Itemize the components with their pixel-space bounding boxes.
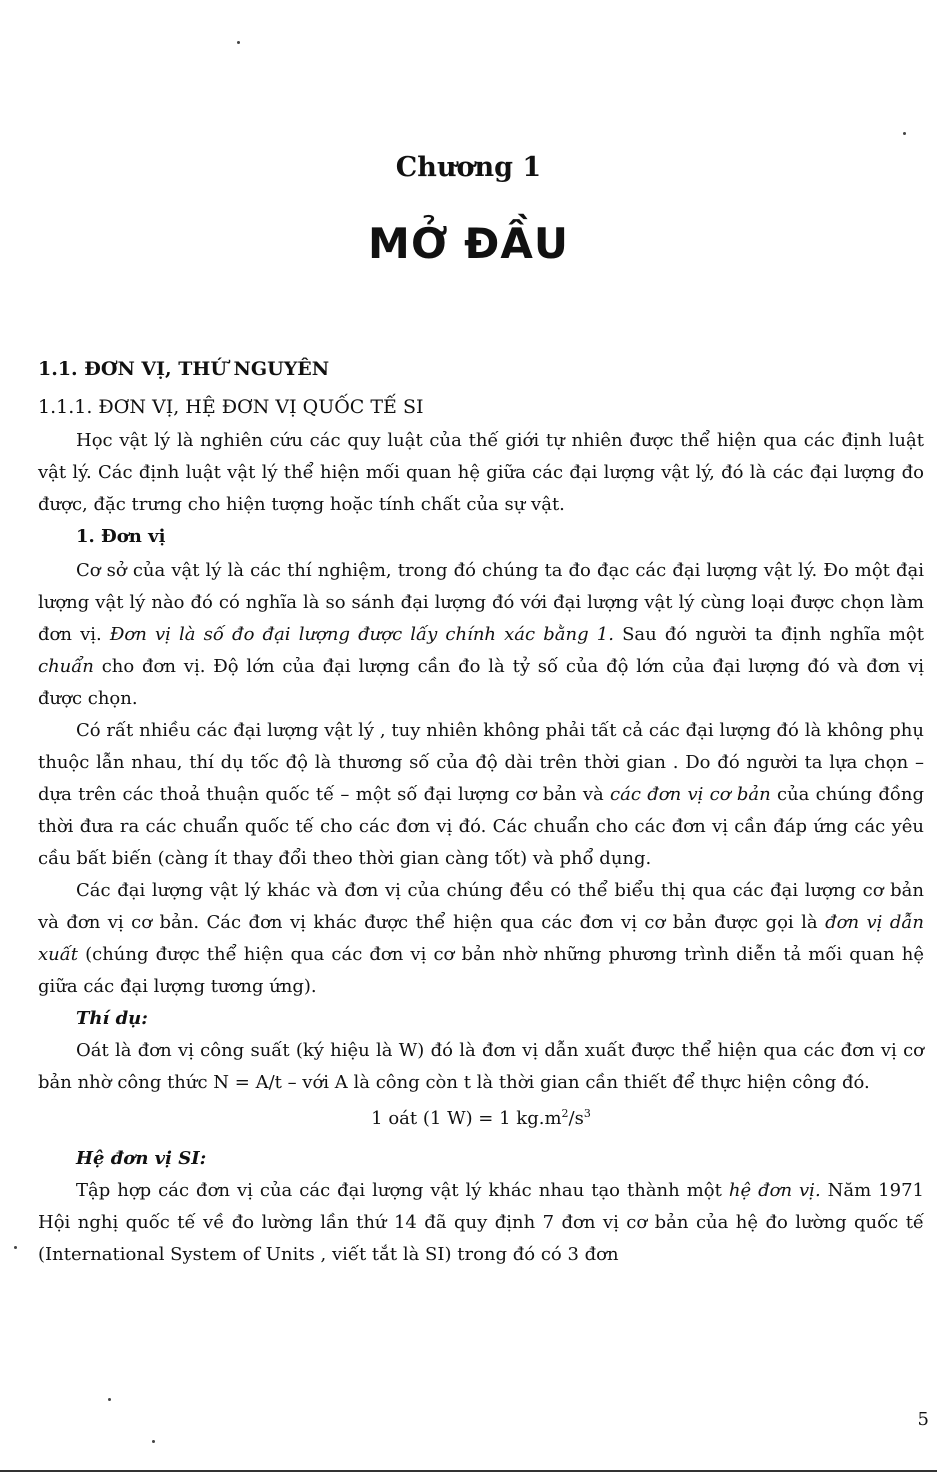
- text-run: Các đại lượng vật lý khác và đơn vị của chúng đều có thể biểu thị qua các đại lượng cơ bản và đơn vị cơ bản. Các đơn vị khác được thể hiện qua các đơn vị cơ bản được gọi là: [38, 880, 924, 933]
- text-run: của chúng đồng thời đưa ra các chuẩn quốc tế cho các đơn vị đó. Các chuẩn cho các đơn vị cần đáp ứng các yêu cầu bất biến (càng ít thay đổi theo thời gian càng tốt) và phổ dụng.: [38, 784, 924, 869]
- section-heading: 1.1. ĐƠN VỊ, THỨ NGUYÊN: [38, 358, 330, 380]
- text-run: Sau đó người ta định nghĩa một: [613, 624, 924, 645]
- text-run: Có rất nhiều các đại lượng vật lý , tuy nhiên không phải tất cả các đại lượng đó là không phụ thuộc lẫn nhau, thí dụ tốc độ là thương số của độ dài trên thời gian . Do đó người ta lựa chọn – dựa trên các thoả thuận quốc tế – một số đại lượng cơ bản và: [38, 720, 924, 805]
- scan-speck: [237, 41, 240, 44]
- formula-text: 1 oát (1 W) = 1 kg.m: [371, 1108, 562, 1129]
- chapter-label: Chương 1: [395, 152, 542, 183]
- text-run: Tập hợp các đơn vị của các đại lượng vật lý khác nhau tạo thành một: [76, 1180, 729, 1201]
- intro-paragraph: Học vật lý là nghiên cứu các quy luật của thế giới tự nhiên được thể hiện qua các định luật vật lý. Các định luật vật lý thể hiện mối quan hệ giữa các đại lượng vật lý, đó là các đại lượng đo được, đặc trưng cho hiện tượng hoặc tính chất của sự vật.: [38, 430, 924, 515]
- example-paragraph: Oát là đơn vị công suất (ký hiệu là W) đó là đơn vị dẫn xuất được thể hiện qua các đơn vị cơ bản nhờ công thức N = A/t – với A là công còn t là thời gian cần thiết để thực hiện công đó.: [38, 1040, 924, 1093]
- italic-run: chuẩn: [38, 656, 94, 677]
- scan-speck: [152, 1440, 155, 1443]
- formula-text: /s: [568, 1108, 584, 1129]
- chapter-title: MỞ ĐẦU: [368, 219, 569, 268]
- scan-speck: [14, 1246, 17, 1249]
- italic-run: Đơn vị là số đo đại lượng được lấy chính xác bằng 1.: [109, 624, 614, 645]
- italic-run: đơn vị dẫn xuất: [38, 912, 925, 965]
- document-body: [38, 353, 924, 1271]
- bottom-rule: [0, 1470, 937, 1472]
- text-run: Cơ sở của vật lý là các thí nghiệm, trong đó chúng ta đo đạc các đại lượng vật lý. Đo một đại lượng vật lý nào đó có nghĩa là so sánh đại lượng đó với đại lượng vật lý cùng loại được chọn làm đơn vị.: [38, 560, 924, 645]
- unit-heading: 1. Đơn vị: [76, 526, 166, 547]
- text-run: Năm 1971 Hội nghị quốc tế về đo lường lần thứ 14 đã quy định 7 đơn vị cơ bản của hệ đo lường quốc tế (International System of Units , viết tắt là SI) trong đó có 3 đơn: [38, 1180, 924, 1265]
- italic-run: các đơn vị cơ bản: [610, 784, 771, 805]
- si-paragraph: [38, 1175, 924, 1271]
- scan-speck: [108, 1398, 111, 1401]
- scan-speck: [903, 132, 906, 135]
- formula-exponent: 2: [561, 1107, 569, 1120]
- unit-paragraph-3: [38, 875, 924, 1003]
- formula-exponent: 3: [583, 1107, 591, 1120]
- si-heading: Hệ đơn vị SI:: [76, 1148, 207, 1169]
- text-run: (chúng được thể hiện qua các đơn vị cơ bản nhờ những phương trình diễn tả mối quan hệ giữa các đại lượng tương ứng).: [38, 944, 924, 997]
- example-heading: Thí dụ:: [76, 1008, 148, 1029]
- unit-paragraph-1: [38, 555, 924, 715]
- unit-paragraph-2: [38, 715, 924, 875]
- page-number: 5: [917, 1409, 929, 1430]
- italic-run: hệ đơn vị.: [728, 1180, 821, 1201]
- text-run: cho đơn vị. Độ lớn của đại lượng cần đo là tỷ số của độ lớn của đại lượng đó và đơn vị được chọn.: [38, 656, 924, 709]
- watt-formula: [38, 1103, 924, 1135]
- subsection-heading: 1.1.1. ĐƠN VỊ, HỆ ĐƠN VỊ QUỐC TẾ SI: [38, 396, 424, 418]
